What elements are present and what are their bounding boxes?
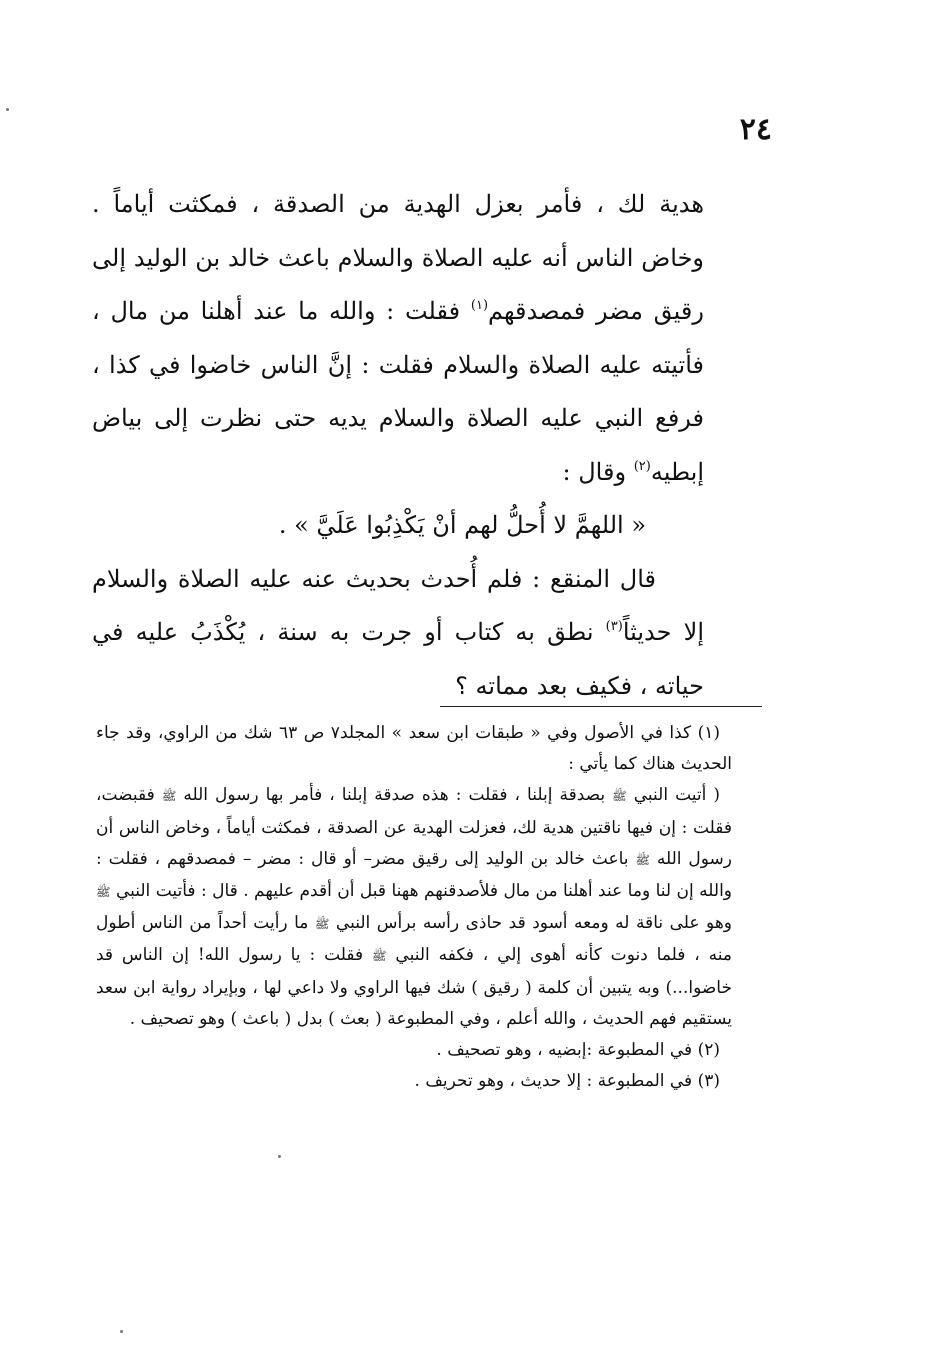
prophetic-quote: « اللهمَّ لا أُحلُّ لهم أنْ يَكْذِبُوا عَلَيَّ » . [278,511,646,539]
footnote-divider [440,706,762,707]
footnote-1-intro: (١) كذا في الأصول وفي « طبقات ابن سعد » المجلد٧ ص ٦٣ شك من الراوي، وقد جاء الحديث هناك كما يأتي : [96,723,732,775]
footnote-segment: ما رأيت أحداً من الناس أطول منه ، فلما دنوت كأنه أهوى إلي ، فكفه النبي [96,913,733,966]
main-text-segment: فقلت : والله ما عند أهلنا من مال ، فأتيته عليه الصلاة والسلام فقلت : إنَّ الناس خاضوا في كذا ، فرفع النبي عليه الصلاة والسلام يديه حتى نظرت إلى بياض إبطيه [92,297,704,486]
footnote-segment: فقلت : يا رسول الله! إن الناس قد خاضوا...) وبه يتبين أن كلمة ( رقيق ) شك فيها الراوي ولا داعي لها ، وبإيراد رواية ابن سعد يستقيم فهم الحديث ، والله أعلم ، وفي المطبوعة ( بعث ) بدل ( باعث ) وهو تصحيف . [96,945,732,1029]
footnotes [96,718,732,1097]
scan-speck [278,1155,281,1158]
footnote-segment: ( أتيت النبي [633,785,721,806]
footnote-segment: بصدقة إبلنا ، فقلت : هذه صدقة إبلنا ، فأمر بها رسول الله [183,785,606,806]
main-paragraph-1 [92,178,704,499]
scan-speck [6,108,9,111]
main-text-segment: هدية لك ، فأمر بعزل الهدية من الصدقة ، فمكثت أياماً . وخاض الناس أنه عليه الصلاة والسلام باعث خالد بن الوليد إلى رقيق مضر فمصدقهم [92,190,704,325]
honorific-glyph: ﷺ [372,949,387,964]
honorific-glyph: ﷺ [96,885,111,900]
honorific-glyph: ﷺ [161,789,177,804]
footnote-segment: باعث خالد بن الوليد إلى رقيق مضر– أو قال : مضر – فمصدقهم ، فقلت : والله إن لنا وما عند أهلنا من مال فلأصدقنهم ههنا قبل أن أقدم عليهم . قال : فأتيت النبي [96,848,733,902]
footnote-1-body [96,780,732,1035]
honorific-glyph: ﷺ [635,852,650,867]
footnote-3: (٣) في المطبوعة : إلا حديث ، وهو تحريف . [414,1071,720,1092]
footnote-2: (٢) في المطبوعة :إبضيه ، وهو تصحيف . [436,1040,720,1061]
main-text-segment: نطق به كتاب أو جرت به سنة ، يُكْذَبُ عليه في حياته ، فكيف بعد مماته ؟ [92,618,704,700]
footnote-segment: وهو على ناقة له ومعه أسود قد حاذى رأسه برأس النبي [335,913,732,934]
footnote-segment: فقبضت، فقلت : إن فيها ناقتين هدية لك، فعزلت الهدية عن الصدقة ، فمكثت أياماً ، وخاض الناس أن رسول الله [96,785,733,869]
footnote-ref-3[interactable]: (٣) [605,619,623,634]
scan-speck [120,1330,123,1333]
page-number: ٢٤ [739,112,772,147]
honorific-glyph: ﷺ [612,789,627,804]
footnote-ref-2[interactable]: (٢) [633,458,651,474]
main-text-segment: وقال : [562,457,627,486]
footnote-ref-1[interactable]: (١) [470,298,489,313]
main-paragraph-2 [92,553,704,714]
honorific-glyph: ﷺ [314,917,330,932]
main-text [92,178,704,713]
main-text-segment: قال المنقع : فلم أُحدث بحديث عنه عليه الصلاة والسلام إلا حديثاً [92,564,704,646]
